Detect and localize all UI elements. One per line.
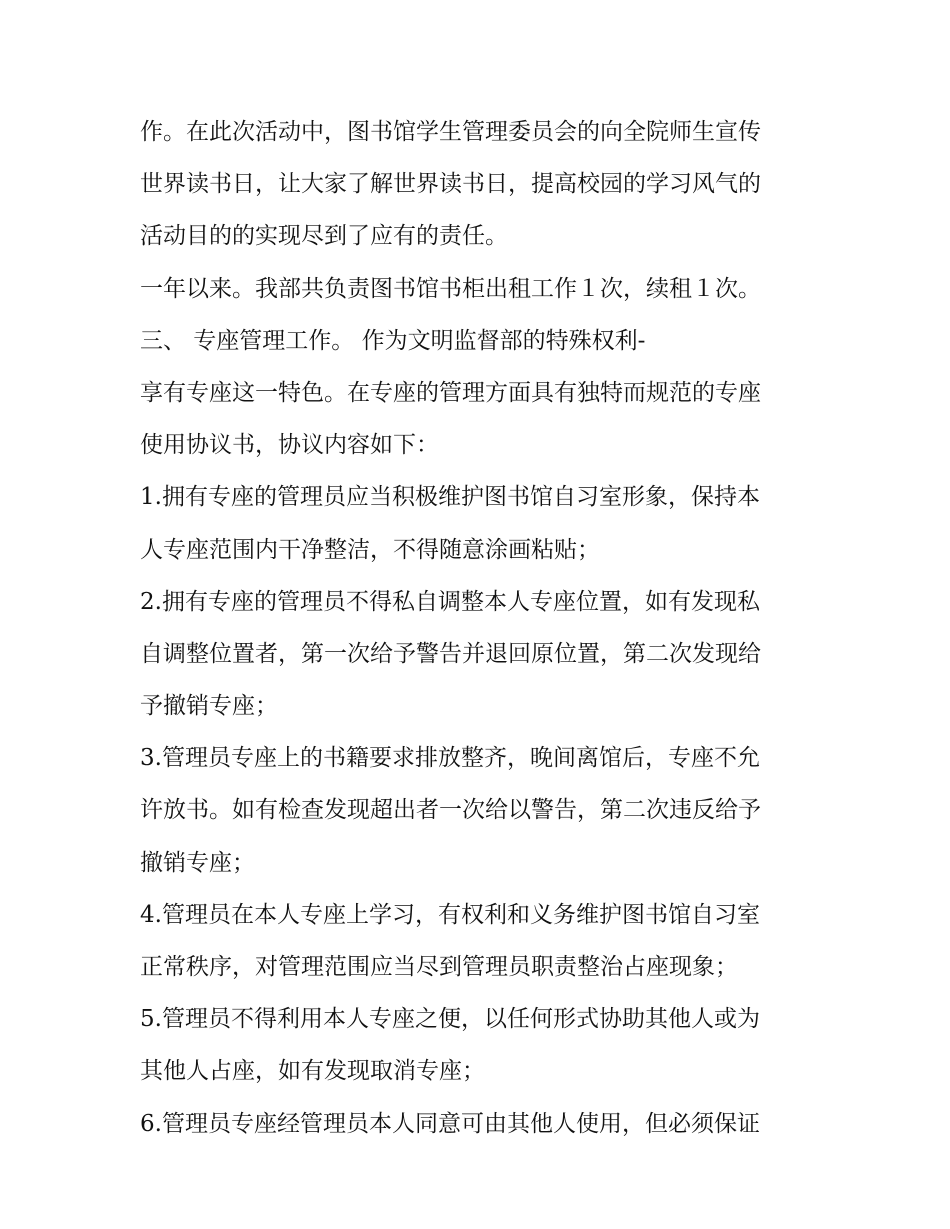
text-line: 一年以来。我部共负责图书馆书柜出租工作１次，续租１次。 xyxy=(140,275,761,302)
list-item-6-line: 6.管理员专座经管理员本人同意可由其他人使用，但必须保证 xyxy=(140,1110,760,1137)
list-item-3-line: 3.管理员专座上的书籍要求排放整齐，晚间离馆后，专座不允 xyxy=(140,745,760,772)
list-item-5-line: 其他人占座，如有发现取消专座； xyxy=(140,1058,485,1085)
list-item-4-line: 正常秩序，对管理范围应当尽到管理员职责整治占座现象； xyxy=(140,954,738,980)
list-item-2-line: 予撤销专座； xyxy=(140,693,278,720)
list-item-2-line: 自调整位置者，第一次给予警告并退回原位置，第二次发现给 xyxy=(140,640,761,667)
list-item-5-line: 5.管理员不得利用本人专座之便，以任何形式协助其他人或为 xyxy=(140,1006,760,1033)
text-line: 使用协议书，协议内容如下： xyxy=(140,432,439,459)
list-item-4-line: 4.管理员在本人专座上学习，有权利和义务维护图书馆自习室 xyxy=(140,901,760,928)
text-line: 世界读书日，让大家了解世界读书日，提高校园的学习风气的 xyxy=(140,171,761,198)
list-item-1-line: 1.拥有专座的管理员应当积极维护图书馆自习室形象，保持本 xyxy=(140,484,760,511)
list-item-3-line: 许放书。如有检查发现超出者一次给以警告，第二次违反给予 xyxy=(140,797,761,824)
list-item-2-line: 2.拥有专座的管理员不得私自调整本人专座位置，如有发现私 xyxy=(140,588,760,615)
text-line: 享有专座这一特色。在专座的管理方面具有独特而规范的专座 xyxy=(140,379,761,406)
list-item-3-line: 撤销专座； xyxy=(140,849,255,876)
document-body xyxy=(140,106,820,1150)
section-heading-line: 三、 专座管理工作。 作为文明监督部的特殊权利- xyxy=(140,327,646,354)
text-line: 活动目的的实现尽到了应有的责任。 xyxy=(140,223,508,250)
list-item-1-line: 人专座范围内干净整洁，不得随意涂画粘贴； xyxy=(140,536,600,563)
text-line: 作。在此次活动中，图书馆学生管理委员会的向全院师生宣传 xyxy=(140,119,761,145)
